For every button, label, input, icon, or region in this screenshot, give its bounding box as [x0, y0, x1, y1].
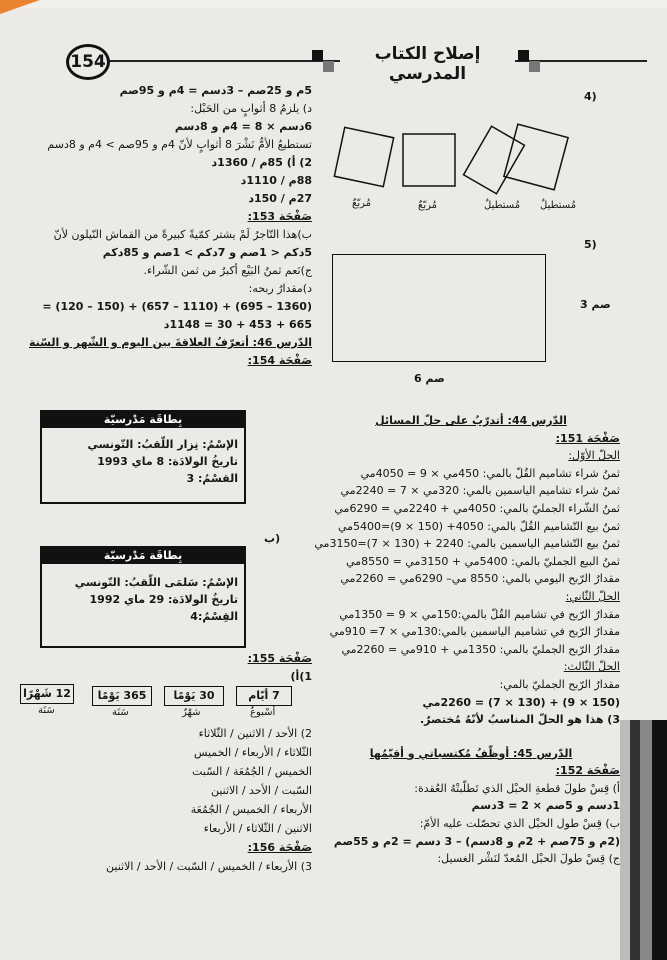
width-label: 6 صم: [414, 372, 445, 385]
days-line: 3) الأربعاء / الخميس / السّبت / الأحد / الاثنين: [106, 860, 312, 873]
header-square-icon: [529, 61, 540, 72]
lesson-heading: الدّرس 44: أتدرّبُ على حلّ المسائل: [375, 414, 567, 427]
solution-line: مقدارُ الرّبح في تشاميم القُلّ بالمي:150مي × 9 = 1350مي: [339, 607, 620, 621]
solution-title: الحلّ الأوّل:: [568, 449, 620, 463]
text-line: (1360 – 695) + (1110 – 657) + (150 – 120) =: [42, 300, 312, 313]
section-heading: صَفْحَة 152:: [555, 764, 620, 778]
shape-caption: مُربّعٌ: [418, 200, 437, 211]
shapes-figure: [325, 118, 575, 198]
box-caption: شهْرٌ: [182, 707, 201, 718]
box-caption: سَنَة: [38, 705, 55, 716]
part-label: ب): [264, 532, 281, 545]
text-line: 5دكم < 1صم و 7دكم > 1صم و 85دكم: [102, 246, 312, 259]
lesson-heading: الدّرس 45: أوظّفُ مُكتسباتي و أقيّمُها: [369, 746, 573, 760]
solution-line: ثمنُ بيع التّشاميم القُلّ بالمي: 4050+ (150 × 9)=5400مي: [337, 519, 620, 533]
days-line: الثّلاثاء / الأربعاء / الخميس: [193, 746, 312, 759]
days-line: 2) الأحد / الاثنين / الثّلاثاء: [198, 727, 312, 740]
card-name-row: الإسْمُ: نِزار اللّقبُ: التّونسي: [87, 438, 238, 451]
duration-box: 7 أيّام: [236, 686, 292, 706]
days-line: الأربعاء / الخميس / الجُمُعَة: [190, 803, 312, 816]
text-line: 5م و 25صم – 3دسم = 4م و 95صم: [119, 84, 312, 97]
rotated-square-shape: [504, 124, 568, 190]
page-number: 154: [66, 44, 110, 80]
height-label: 3 صم: [580, 298, 611, 311]
page-edge-shadow: [620, 720, 667, 960]
rectangle-drawing: [332, 254, 546, 362]
card-name-row: الإسْمُ: سَلمَى اللّقبُ: التّونسي: [74, 576, 238, 589]
duration-box: 30 يَوْمًا: [164, 686, 224, 706]
text-line: 27م / 150د: [248, 192, 312, 205]
right-column: [314, 412, 620, 868]
text-line: 1دسم و 5صم × 2 = 3دسم: [471, 799, 620, 813]
section-heading: صَفْحَة 151:: [555, 431, 620, 445]
solution-line: ثمنُ الشّراء الجمليّ بالمي: 4050مي + 2240مي = 6290مي: [334, 501, 620, 515]
solution-line: 3) هذا هو الحلّ المناسبُ لأنّهُ مُختصرٌ.: [419, 713, 620, 727]
question-label: 5): [584, 238, 597, 251]
solution-title: الحلّ الثّالث:: [563, 660, 620, 674]
card-header: بِطاقَة مَدْرسيّة: [42, 412, 244, 428]
text-line: ب) قِسْ طول الحبْل الذي تحصّلت عليه الأمّ:: [419, 817, 620, 831]
duration-box: 365 يَوْمًا: [92, 686, 152, 706]
left-column: [6, 82, 312, 370]
question-label: 4): [584, 90, 597, 103]
text-line: د) يلزمُ 8 أثوابٍ من الحَبْل:: [190, 102, 312, 115]
shape-caption: مُستطيلٌ: [484, 200, 521, 211]
duration-box: 12 شَهْرًا: [20, 684, 74, 704]
shape-caption: مُستطيلٌ: [540, 200, 577, 211]
solution-line: ثمنُ شراء تشاميم الياسمين بالمي: 320مي × 7 = 2240مي: [340, 484, 620, 498]
days-line: الخميس / الجُمُعَة / السّبت: [191, 765, 312, 778]
header-square-icon: [518, 50, 529, 61]
section-heading: صَفْحَة 156:: [247, 841, 312, 854]
text-line: (2م و 75صم + 2م و 8دسم) – 3 دسم = 2م و 55صم: [333, 834, 620, 848]
text-line: تستطيعُ الأمُّ نَشْرَ 8 أثوابٍ لأنّ 4م و 95صم > 4م و 8دسم: [47, 138, 312, 151]
text-line: أ) قِسْ طولَ قطعةِ الحبْل الذي تَطلّبتْهُ العُقدة:: [414, 781, 620, 795]
section-heading: صَفْحَة 153:: [247, 210, 312, 223]
card-class-row: القِسْمُ:4: [190, 610, 238, 623]
shape-caption: مُربّعٌ: [352, 198, 371, 209]
text-line: ج) قِسْ طولَ الحبْل المُعدّ لنَشْر الغسيل:: [437, 852, 620, 866]
text-line: ج)نَعم ثمنُ البَيْع أكبرُ من ثمن الشّراء.: [143, 264, 312, 277]
solution-title: الحلّ الثّاني:: [565, 589, 620, 603]
tilted-square-shape: [334, 127, 393, 186]
box-caption: أسْبوعٌ: [250, 707, 276, 718]
card-birth-row: تاريخُ الولادَة: 8 ماي 1993: [97, 455, 238, 468]
solution-line: (150 × 9) + (130 × 7) = 2260مي: [422, 695, 620, 709]
days-line: السّبت / الأحد / الاثنين: [210, 784, 312, 797]
left-column-lower: [6, 650, 312, 686]
school-card: [40, 410, 246, 504]
header-square-icon: [323, 61, 334, 72]
solution-line: ثمنُ بيع التّشاميم الياسمين بالمي: 2240 + (130 × 7)=3150مي: [314, 537, 620, 551]
days-list: [6, 724, 312, 876]
card-birth-row: تاريخُ الولادَة: 29 ماي 1992: [89, 593, 238, 606]
text-line: د)مقدارُ ربحه:: [248, 282, 312, 295]
text-line: 665 + 453 + 30 = 1148د: [163, 318, 312, 331]
text-line: 2) أ) 85م / 1360د: [211, 156, 312, 169]
school-card: [40, 546, 246, 648]
days-line: الاثنين / الثّلاثاء / الأربعاء: [203, 822, 312, 835]
text-line: 6دسم × 8 = 4م و 8دسم: [174, 120, 312, 133]
section-heading: صَفْحَة 154:: [247, 354, 312, 367]
card-class-row: القسْمُ: 3: [186, 472, 238, 485]
header-square-icon: [312, 50, 323, 61]
solution-line: مقدارُ الرّبح في تشاميم الياسمين بالمي:130مي × 7= 910مي: [329, 625, 620, 639]
solution-line: ثمنُ البيع الجمليّ بالمي: 5400مي + 3150مي = 8550مي: [346, 554, 620, 568]
question-label: 1)أ): [290, 670, 312, 683]
lesson-heading: الدّرس 46: أتعرّفُ العلاقةَ بين اليوم و الشّهر و السّنة: [28, 336, 312, 349]
box-caption: سَنَة: [112, 707, 129, 718]
solution-line: مقدارُ الرّبح الجمليّ بالمي: 1350مي + 910مي = 2260مي: [341, 642, 620, 656]
solution-line: ثمنُ شراء تشاميم القُلّ بالمي: 450مي × 9 = 4050مي: [360, 466, 620, 480]
text-line: ب)هذا التّاجرُ لَمْ يشتر كمّيةً كبيرةً من القماش النّيلون لأنّ: [53, 228, 312, 241]
square-shape: [403, 134, 455, 186]
solution-line: مقدارُ الرّبح اليومي بالمي: 8550 مي– 6290مي = 2260مي: [340, 572, 620, 586]
section-heading: صَفْحَة 155:: [247, 652, 312, 665]
top-edge: [0, 0, 667, 8]
solution-line: مقدارُ الرّبح الجمليّ بالمي:: [499, 677, 620, 691]
card-header: بِطاقَة مَدْرسيّة: [42, 548, 244, 564]
page-title: إصلاح الكتاب المدرسي: [340, 44, 515, 84]
text-line: 88م / 1110د: [240, 174, 312, 187]
